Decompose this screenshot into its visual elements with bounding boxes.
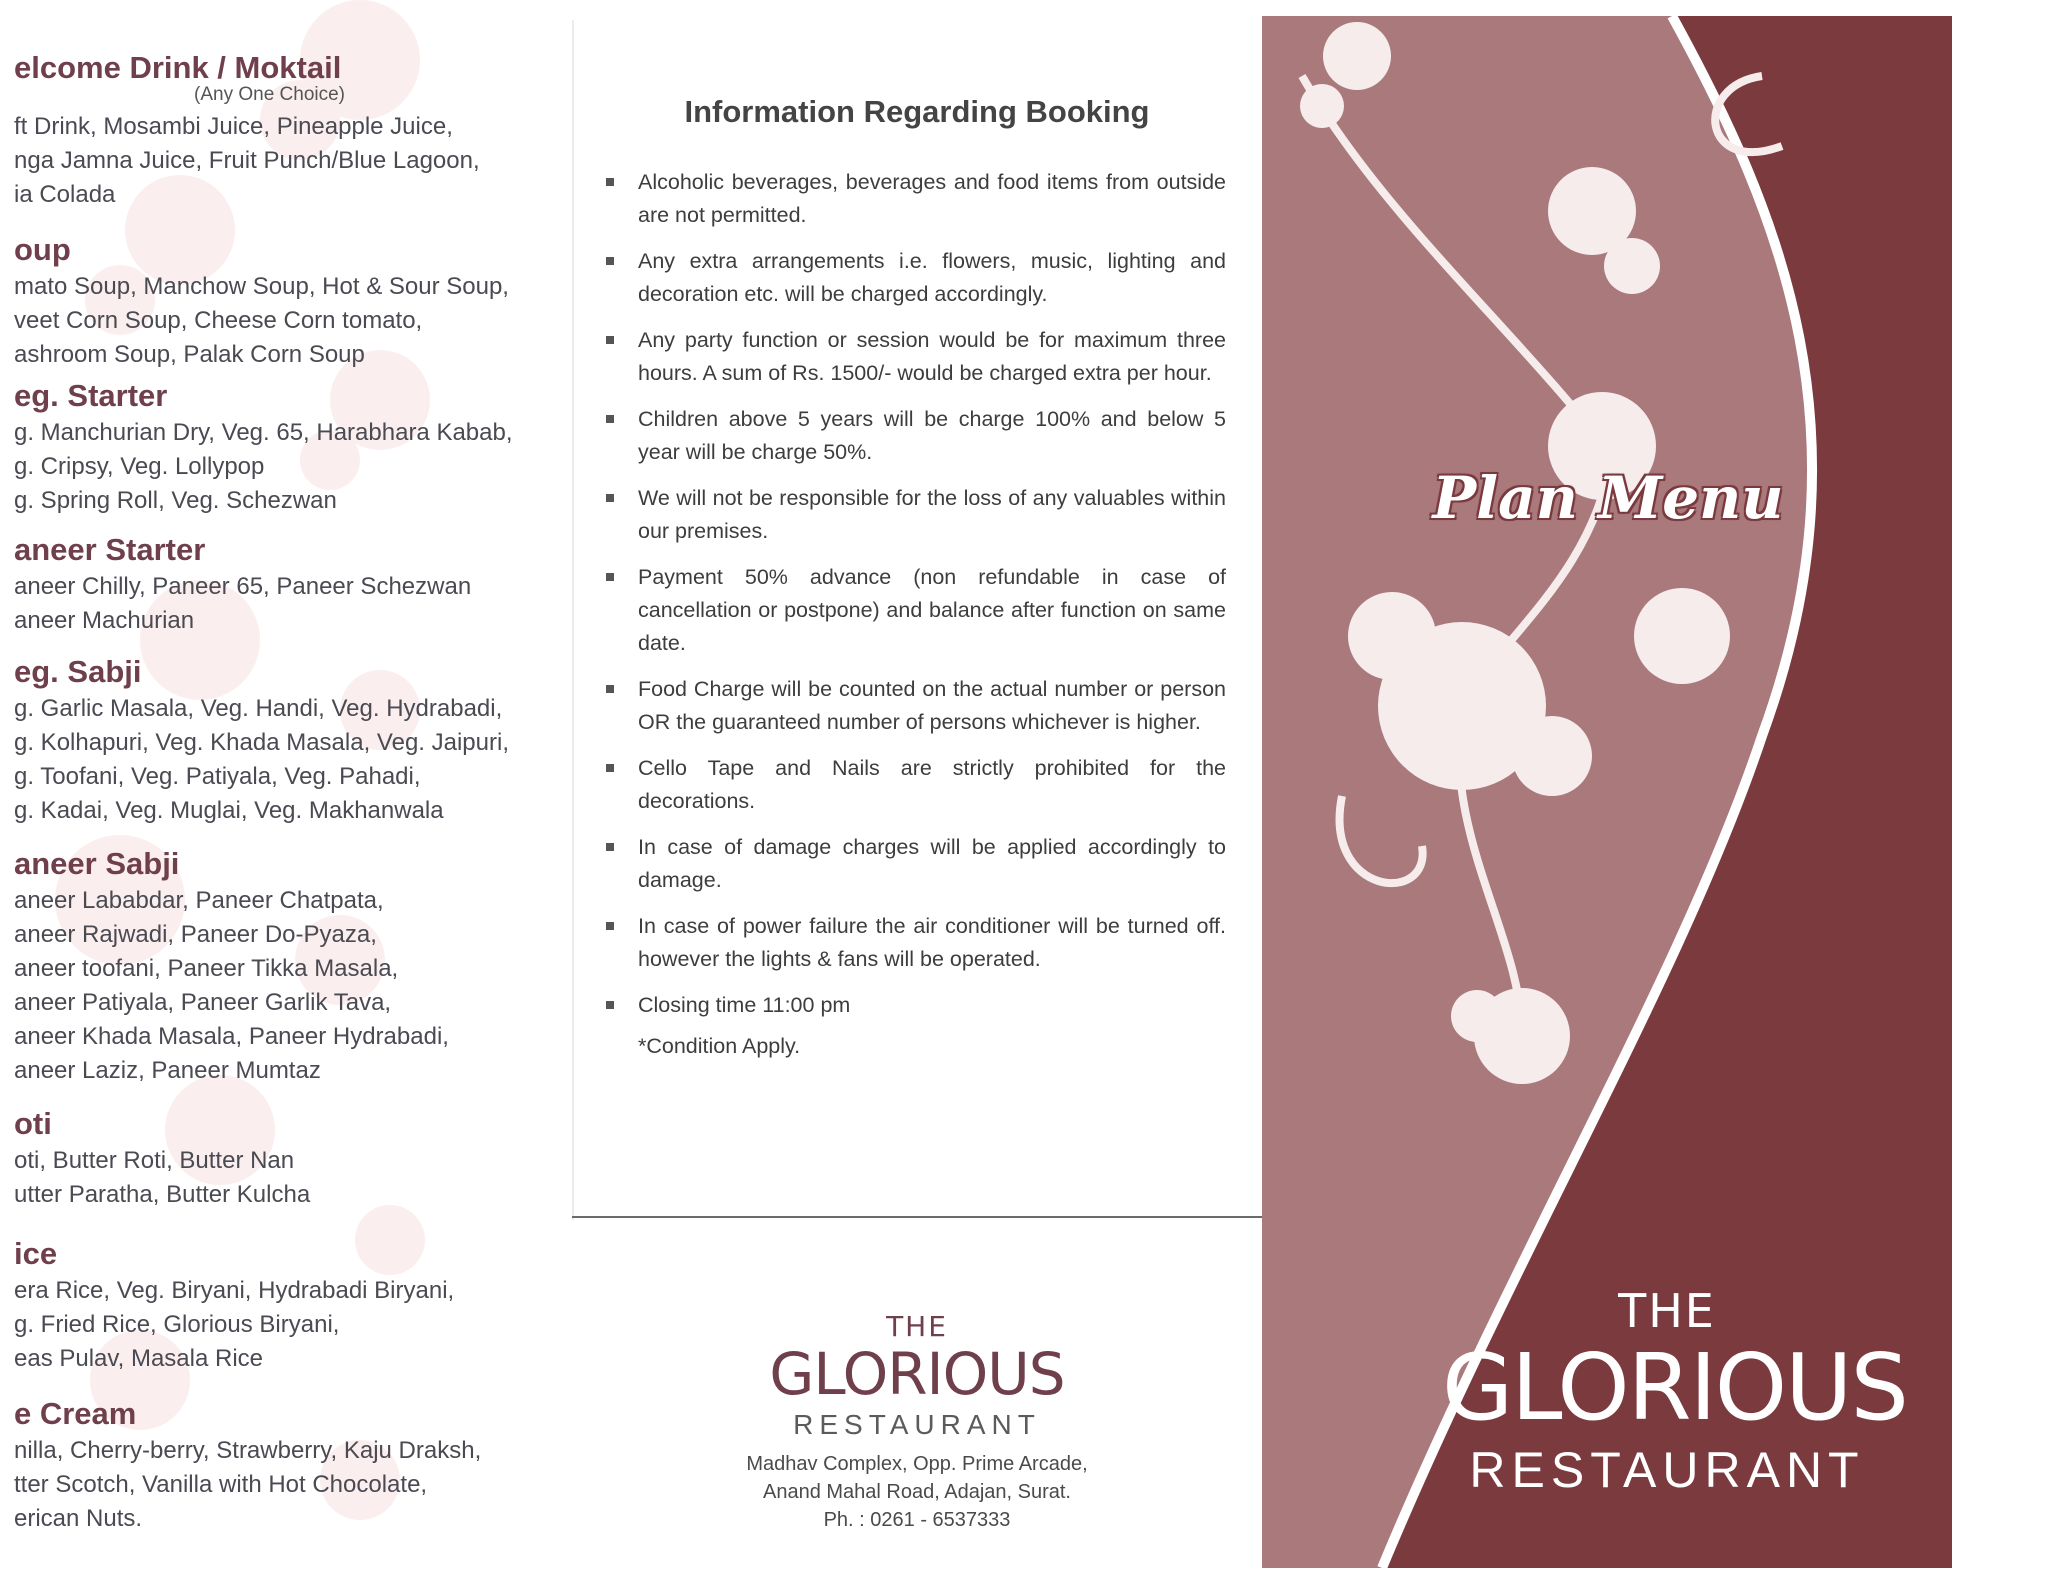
rule-item: [596, 989, 1226, 1022]
rule-text: Alcoholic beverages, beverages and food items from outside are not permitted.: [638, 170, 1226, 227]
menu-item-line: erican Nuts.: [14, 1505, 143, 1532]
section-heading: eg. Sabji: [14, 654, 142, 689]
bullet-icon: [606, 685, 614, 693]
menu-item-line: g. Cripsy, Veg. Lollypop: [14, 453, 265, 480]
bullet-icon: [606, 764, 614, 772]
rule-item: [596, 561, 1226, 660]
section-heading: oti: [14, 1106, 52, 1141]
menu-section-rice: [14, 1234, 572, 1376]
menu-item-line: g. Spring Roll, Veg. Schezwan: [14, 487, 337, 514]
rule-text: Food Charge will be counted on the actual number or person OR the guaranteed number of persons whichever is higher.: [638, 677, 1226, 734]
menu-item-line: aneer Rajwadi, Paneer Do-Pyaza,: [14, 921, 377, 948]
menu-item-line: g. Kadai, Veg. Muglai, Veg. Makhanwala: [14, 797, 444, 824]
menu-section-paneer-starter: [14, 530, 572, 638]
booking-info-panel: [572, 0, 1262, 1582]
rule-text: Any party function or session would be for maximum three hours. A sum of Rs. 1500/- would be charged extra per hour.: [638, 328, 1226, 385]
bullet-icon: [606, 843, 614, 851]
bullet-icon: [606, 1001, 614, 1009]
rule-item: [596, 482, 1226, 548]
menu-section-welcome-drink: [14, 48, 572, 212]
menu-section-soup: [14, 230, 572, 372]
logo-the: THE: [1618, 1284, 1716, 1338]
menu-item-line: aneer Machurian: [14, 607, 195, 634]
section-heading: ice: [14, 1236, 58, 1271]
rule-item: [596, 403, 1226, 469]
section-heading: elcome Drink / Moktail: [14, 50, 342, 85]
menu-section-ice-cream: [14, 1394, 572, 1536]
bullet-icon: [606, 336, 614, 344]
menu-section-veg-sabji: [14, 652, 572, 828]
section-heading: oup: [14, 232, 71, 267]
section-note: (Any One Choice): [194, 84, 346, 105]
condition-note: *Condition Apply.: [638, 1034, 801, 1058]
phone-line: Ph. : 0261 - 6537333: [823, 1509, 1011, 1531]
rule-text: Closing time 11:00 pm: [638, 993, 851, 1017]
menu-item-line: aneer Lababdar, Paneer Chatpata,: [14, 887, 384, 914]
menu-item-line: ashroom Soup, Palak Corn Soup: [14, 341, 365, 368]
menu-item-line: veet Corn Soup, Cheese Corn tomato,: [14, 307, 423, 334]
section-heading: e Cream: [14, 1396, 137, 1431]
menu-section-veg-starter: [14, 376, 572, 518]
rule-text: Any extra arrangements i.e. flowers, music, lighting and decoration etc. will be charged accordingly.: [638, 249, 1226, 306]
rule-item: [596, 673, 1226, 739]
menu-item-line: oti, Butter Roti, Butter Nan: [14, 1147, 295, 1174]
address-line: Madhav Complex, Opp. Prime Arcade,: [746, 1453, 1088, 1475]
rule-item: [596, 752, 1226, 818]
menu-item-line: eas Pulav, Masala Rice: [14, 1345, 263, 1372]
menu-item-line: ft Drink, Mosambi Juice, Pineapple Juice,: [14, 113, 453, 140]
rule-item: [596, 831, 1226, 897]
rule-text: Payment 50% advance (non refundable in case of cancellation or postpone) and balance after function on same date.: [638, 565, 1226, 655]
rule-text: In case of power failure the air conditioner will be turned off. however the lights & fans will be operated.: [638, 914, 1226, 971]
cover-title: Plan Menu: [1432, 464, 1784, 532]
menu-section-roti: [14, 1104, 572, 1212]
logo-the: THE: [886, 1310, 948, 1343]
menu-item-line: aneer Khada Masala, Paneer Hydrabadi,: [14, 1023, 449, 1050]
divider: [572, 1216, 1262, 1218]
rule-text: Children above 5 years will be charge 100% and below 5 year will be charge 50%.: [638, 407, 1226, 464]
menu-item-line: g. Fried Rice, Glorious Biryani,: [14, 1311, 340, 1338]
logo-subtitle: RESTAURANT: [793, 1409, 1041, 1440]
menu-item-line: aneer Chilly, Paneer 65, Paneer Schezwan: [14, 573, 472, 600]
menu-section-paneer-sabji: [14, 844, 572, 1088]
menu-item-line: g. Kolhapuri, Veg. Khada Masala, Veg. Jaipuri,: [14, 729, 509, 756]
rule-text: In case of damage charges will be applied accordingly to damage.: [638, 835, 1226, 892]
rule-text: We will not be responsible for the loss of any valuables within our premises.: [638, 486, 1226, 543]
menu-item-line: aneer Laziz, Paneer Mumtaz: [14, 1057, 321, 1084]
fold-line: [572, 20, 574, 1220]
menu-item-line: g. Garlic Masala, Veg. Handi, Veg. Hydrabadi,: [14, 695, 503, 722]
menu-item-line: g. Manchurian Dry, Veg. 65, Harabhara Kabab,: [14, 419, 513, 446]
logo-name: GLORIOUS: [1442, 1334, 1907, 1441]
menu-item-line: nilla, Cherry-berry, Strawberry, Kaju Draksh,: [14, 1437, 482, 1464]
bullet-icon: [606, 494, 614, 502]
menu-item-line: aneer Patiyala, Paneer Garlik Tava,: [14, 989, 392, 1016]
bullet-icon: [606, 257, 614, 265]
menu-item-line: tter Scotch, Vanilla with Hot Chocolate,: [14, 1471, 428, 1498]
bullet-icon: [606, 178, 614, 186]
bullet-icon: [606, 922, 614, 930]
rule-text: Cello Tape and Nails are strictly prohibited for the decorations.: [638, 756, 1226, 813]
info-title: Information Regarding Booking: [684, 94, 1150, 129]
bullet-icon: [606, 415, 614, 423]
cover-panel: [1262, 16, 1952, 1568]
menu-item-line: ia Colada: [14, 181, 116, 208]
menu-panel: [0, 0, 572, 1582]
logo-name: GLORIOUS: [769, 1340, 1065, 1408]
address-block: [572, 1450, 1262, 1534]
bullet-icon: [606, 573, 614, 581]
rule-item: [596, 910, 1226, 976]
menu-item-line: g. Toofani, Veg. Patiyala, Veg. Pahadi,: [14, 763, 421, 790]
booking-rules-list: [596, 166, 1226, 1035]
cover-logo: [1442, 1284, 1907, 1500]
restaurant-logo: [572, 1312, 1262, 1444]
logo-subtitle: RESTAURANT: [1469, 1442, 1865, 1498]
address-line: Anand Mahal Road, Adajan, Surat.: [763, 1481, 1071, 1503]
rule-item: [596, 166, 1226, 232]
section-heading: eg. Starter: [14, 378, 168, 413]
menu-item-line: mato Soup, Manchow Soup, Hot & Sour Soup,: [14, 273, 509, 300]
rule-item: [596, 324, 1226, 390]
menu-item-line: utter Paratha, Butter Kulcha: [14, 1181, 311, 1208]
menu-item-line: aneer toofani, Paneer Tikka Masala,: [14, 955, 399, 982]
menu-item-line: nga Jamna Juice, Fruit Punch/Blue Lagoon,: [14, 147, 480, 174]
section-heading: aneer Sabji: [14, 846, 180, 881]
menu-item-line: era Rice, Veg. Biryani, Hydrabadi Biryani,: [14, 1277, 455, 1304]
rule-item: [596, 245, 1226, 311]
section-heading: aneer Starter: [14, 532, 206, 567]
